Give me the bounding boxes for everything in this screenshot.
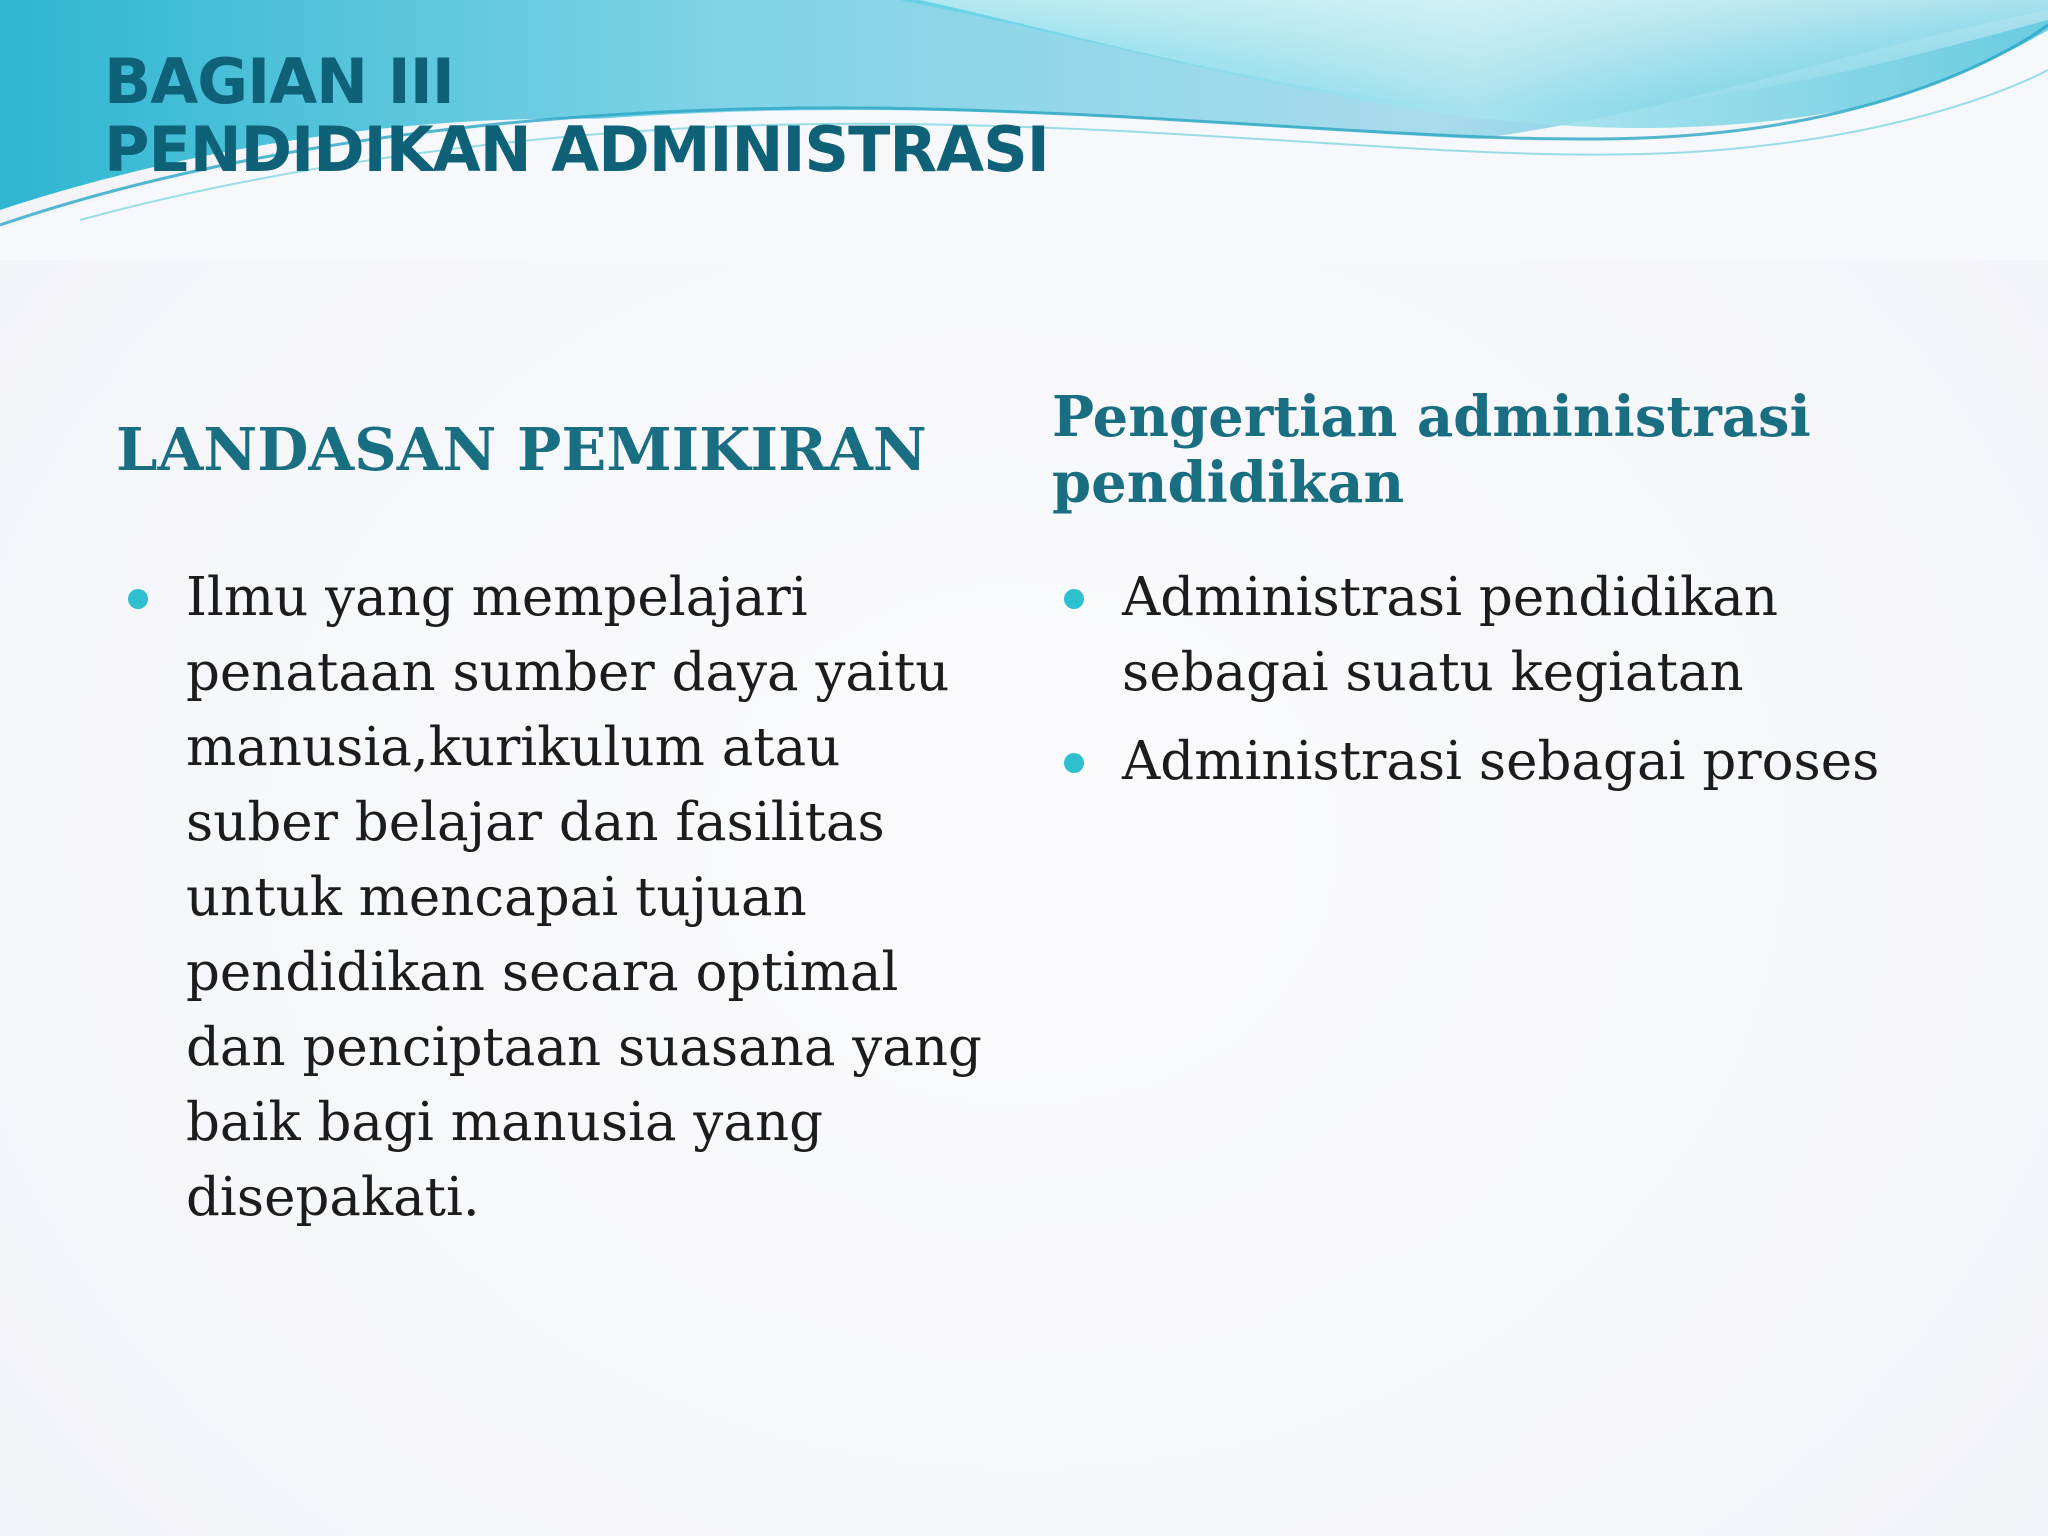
right-column [1052, 380, 1952, 813]
list-item [1052, 724, 1952, 799]
left-column-heading: LANDASAN PEMIKIRAN [116, 415, 927, 484]
title-line-1: BAGIAN III [104, 45, 454, 118]
title-line-2: PENDIDIKAN ADMINISTRASI [104, 113, 1049, 186]
slide-title [104, 45, 1049, 186]
bullet-dot-icon [128, 589, 148, 609]
left-bullet-list [116, 560, 996, 1235]
list-item [116, 560, 996, 1235]
bullet-text: Administrasi sebagai proses [1122, 731, 1880, 792]
bullet-text: Administrasi pendidikan sebagai suatu kegiatan [1122, 567, 1778, 703]
left-column [116, 380, 996, 1249]
right-column-heading: Pengertian administrasi pendidikan [1052, 384, 1811, 516]
bullet-text: Ilmu yang mempelajari penataan sumber daya yaitu manusia,kurikulum atau suber belajar dan fasilitas untuk mencapai tujuan pendidikan secara optimal dan penciptaan suasana yang baik bagi manusia yang disepakati. [186, 567, 982, 1228]
list-item [1052, 560, 1952, 710]
bullet-dot-icon [1064, 589, 1084, 609]
right-bullet-list [1052, 560, 1952, 799]
bullet-dot-icon [1064, 753, 1084, 773]
